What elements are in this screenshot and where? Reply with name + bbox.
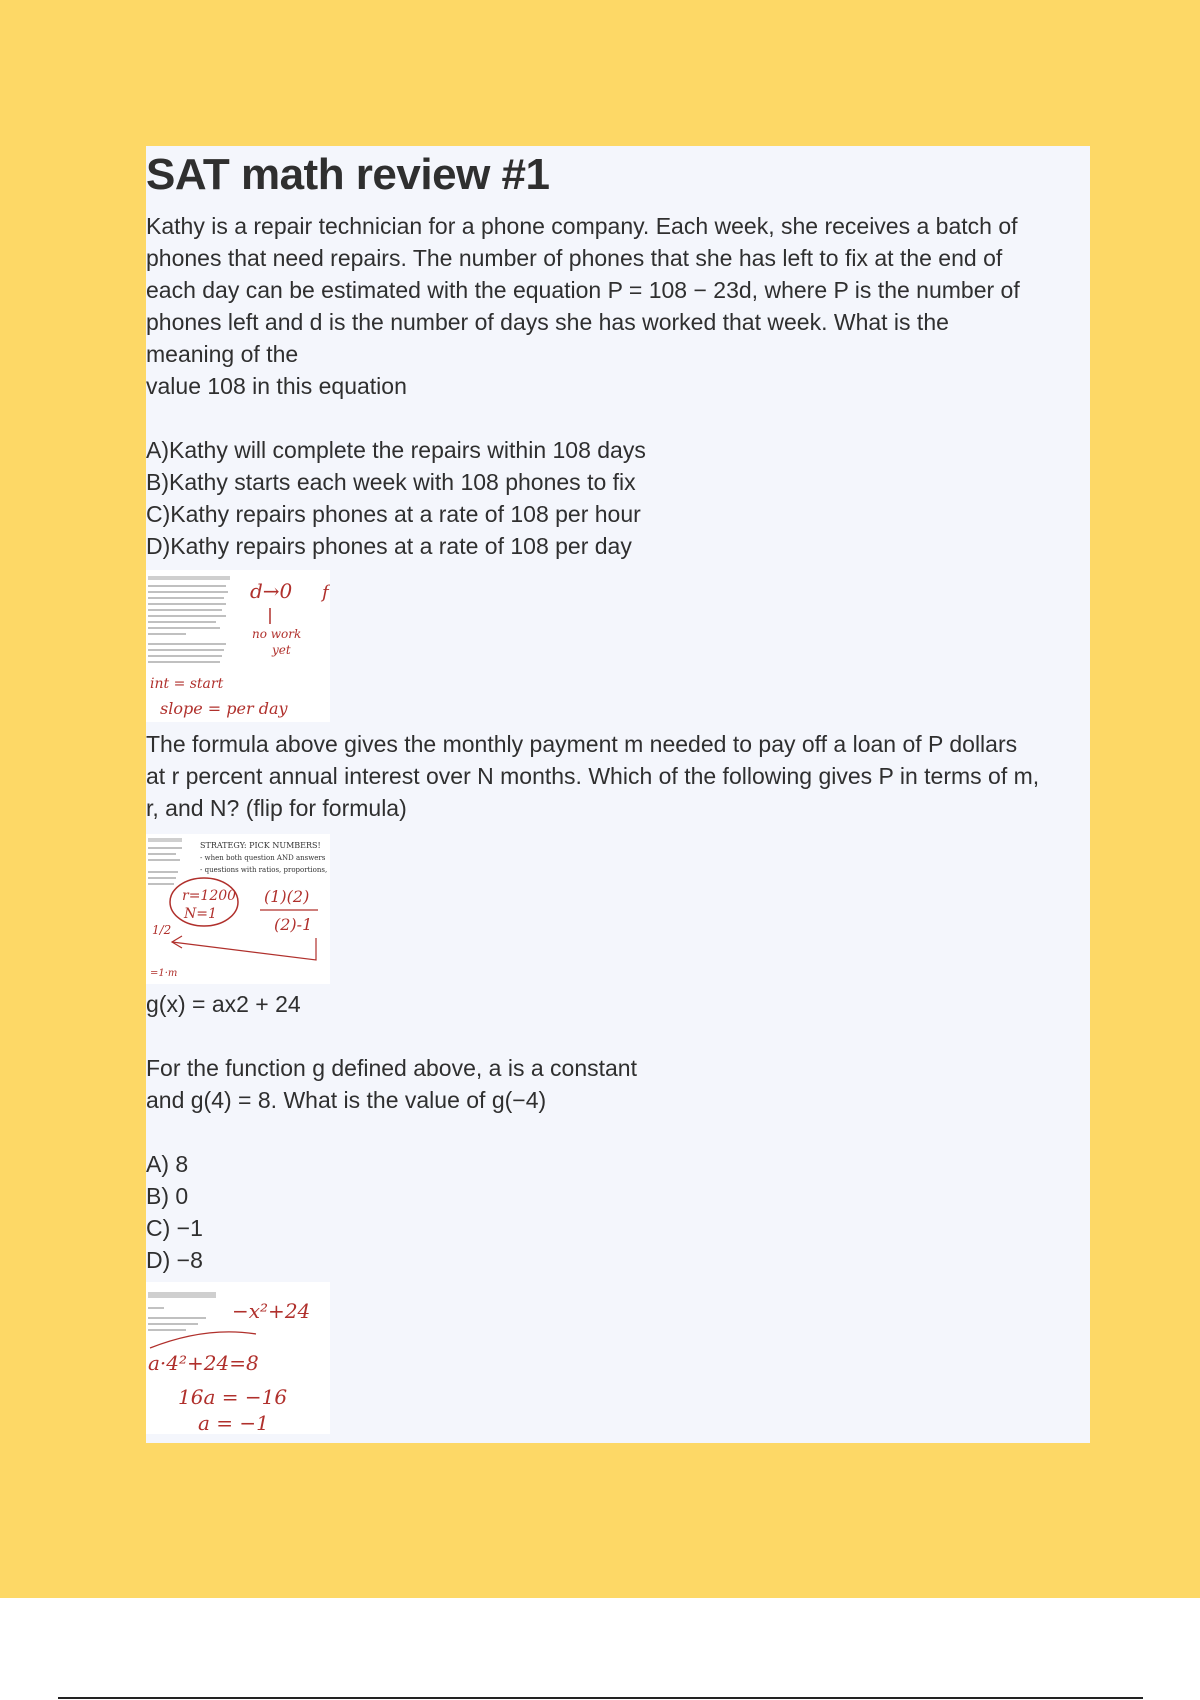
note-text: slope = per day — [160, 699, 288, 718]
note-text: STRATEGY: PICK NUMBERS! — [200, 841, 321, 850]
q2-text-line: at r percent annual interest over N months. Which of the following gives P in terms of m, — [146, 763, 1040, 789]
q3-text-line: For the function g defined above, a is a constant — [146, 1055, 637, 1081]
note-text: a = −1 — [198, 1411, 269, 1434]
q1-choice-a: A)Kathy will complete the repairs within 108 days — [146, 437, 646, 463]
note-text: N=1 — [184, 906, 217, 922]
note-text: a·4²+24=8 — [148, 1351, 259, 1375]
note-text: 16a = −16 — [178, 1385, 288, 1409]
q3-notes-image — [146, 1282, 330, 1434]
note-text: =1·m — [150, 968, 178, 979]
note-text: - questions with ratios, proportions, — [200, 866, 328, 874]
q3-choice-a: A) 8 — [146, 1151, 189, 1177]
q3-choice-b: B) 0 — [146, 1183, 189, 1209]
q2-text-line: The formula above gives the monthly payment m needed to pay off a loan of P dollars — [146, 731, 1018, 757]
q1-text-line: value 108 in this equation — [146, 373, 407, 399]
q3-choice-c: C) −1 — [146, 1215, 203, 1241]
note-text: −x²+24 — [232, 1299, 311, 1323]
q3-text-line: and g(4) = 8. What is the value of g(−4) — [146, 1087, 547, 1113]
footer-divider — [58, 1697, 1143, 1699]
q1-choice-d: D)Kathy repairs phones at a rate of 108 per day — [146, 533, 632, 559]
q3-function: g(x) = ax2 + 24 — [146, 991, 301, 1017]
q2-notes-image — [146, 834, 330, 984]
q1-choice-b: B)Kathy starts each week with 108 phones to fix — [146, 469, 636, 495]
q1-text-line: phones that need repairs. The number of phones that she has left to fix at the end of — [146, 245, 1003, 271]
q3-choice-d: D) −8 — [146, 1247, 203, 1273]
note-text: r=1200 — [182, 888, 237, 904]
document-card — [146, 146, 1090, 1443]
q1-text-line: each day can be estimated with the equation P = 108 − 23d, where P is the number of — [146, 277, 1020, 303]
note-text: 1/2 — [152, 923, 172, 937]
note-text: f — [322, 582, 329, 603]
note-text: (1)(2) — [264, 887, 310, 906]
q1-text-line: Kathy is a repair technician for a phone company. Each week, she receives a batch of — [146, 213, 1018, 239]
q1-text-line: phones left and d is the number of days she has worked that week. What is the — [146, 309, 949, 335]
q2-text-line: r, and N? (flip for formula) — [146, 795, 407, 821]
q1-text-line: meaning of the — [146, 341, 299, 367]
note-text: d→0 — [250, 579, 293, 603]
q1-choice-c: C)Kathy repairs phones at a rate of 108 per hour — [146, 501, 641, 527]
note-text: no work — [252, 627, 302, 641]
note-text: yet — [272, 643, 291, 657]
note-text: - when both question AND answers — [200, 854, 326, 862]
note-text: (2)-1 — [274, 915, 313, 934]
page-title: SAT math review #1 — [146, 150, 550, 199]
note-text: int = start — [150, 676, 224, 692]
q1-notes-image — [146, 570, 330, 722]
